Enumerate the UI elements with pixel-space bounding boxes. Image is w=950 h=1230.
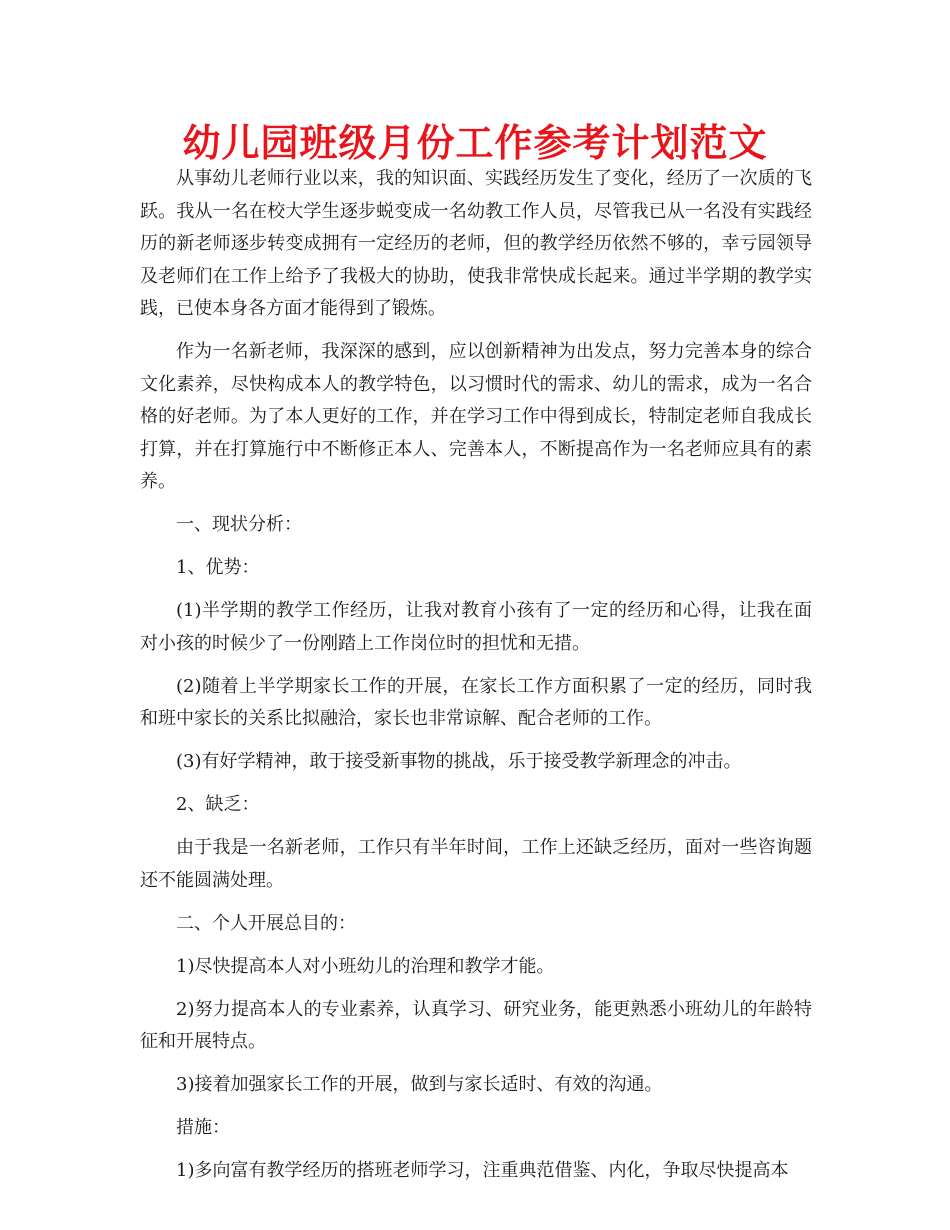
paragraph-intro: 从事幼儿老师行业以来，我的知识面、实践经历发生了变化，经历了一次质的飞跃。我从一名在校大学生逐步蜕变成一名幼教工作人员，尽管我已从一名没有实践经历的新老师逐步转变成拥有一定经历的老师，但的教学经历依然不够的，幸亏园领导及老师们在工作上给予了我极大的协助，使我非常快成长起来。通过半学期的教学实践，已使本身各方面才能得到了锻炼。: [140, 168, 812, 319]
list-item-goal-1: 1)尽快提高本人对小班幼儿的治理和教学才能。: [176, 955, 555, 977]
list-item-advantage-1: (1)半学期的教学工作经历，让我对教育小孩有了一定的经历和心得，让我在面对小孩的时候少了一份刚踏上工作岗位时的担忧和无措。: [140, 600, 812, 654]
heading-status-analysis: 一、现状分析：: [176, 514, 302, 535]
document-title: 幼儿园班级月份工作参考计划范文: [182, 121, 768, 165]
subheading-shortcomings: 2、缺乏：: [176, 794, 260, 815]
list-item-goal-2: 2)努力提高本人的专业素养，认真学习、研究业务，能更熟悉小班幼儿的年龄特征和开展特点。: [140, 998, 812, 1052]
list-item-advantage-3: (3)有好学精神，敢于接受新事物的挑战，乐于接受教学新理念的冲击。: [176, 751, 742, 772]
subheading-measures: 措施：: [176, 1117, 230, 1138]
paragraph-goal: 作为一名新老师，我深深的感到，应以创新精神为出发点，努力完善本身的综合文化素养，尽快构成本人的教学特色，以习惯时代的需求、幼儿的需求，成为一名合格的好老师。为了本人更好的工作，并在学习工作中得到成长，特制定老师自我成长打算，并在打算施行中不断修正本人、完善本人，不断提高作为一名老师应具有的素养。: [140, 341, 812, 492]
paragraph-shortcomings: 由于我是一名新老师，工作只有半年时间，工作上还缺乏经历，面对一些咨询题还不能圆满处理。: [140, 837, 812, 891]
heading-development-goals: 二、个人开展总目的：: [176, 912, 356, 934]
list-item-measure-1: 1)多向富有教学经历的搭班老师学习，注重典范借鉴、内化，争取尽快提高本: [176, 1160, 789, 1181]
subheading-advantages: 1、优势：: [176, 557, 260, 578]
document-body: [140, 163, 812, 1198]
list-item-goal-3: 3)接着加强家长工作的开展，做到与家长适时、有效的沟通。: [176, 1074, 663, 1095]
list-item-advantage-2: (2)随着上半学期家长工作的开展，在家长工作方面积累了一定的经历，同时我和班中家长的关系比拟融洽，家长也非常谅解、配合老师的工作。: [140, 675, 812, 729]
